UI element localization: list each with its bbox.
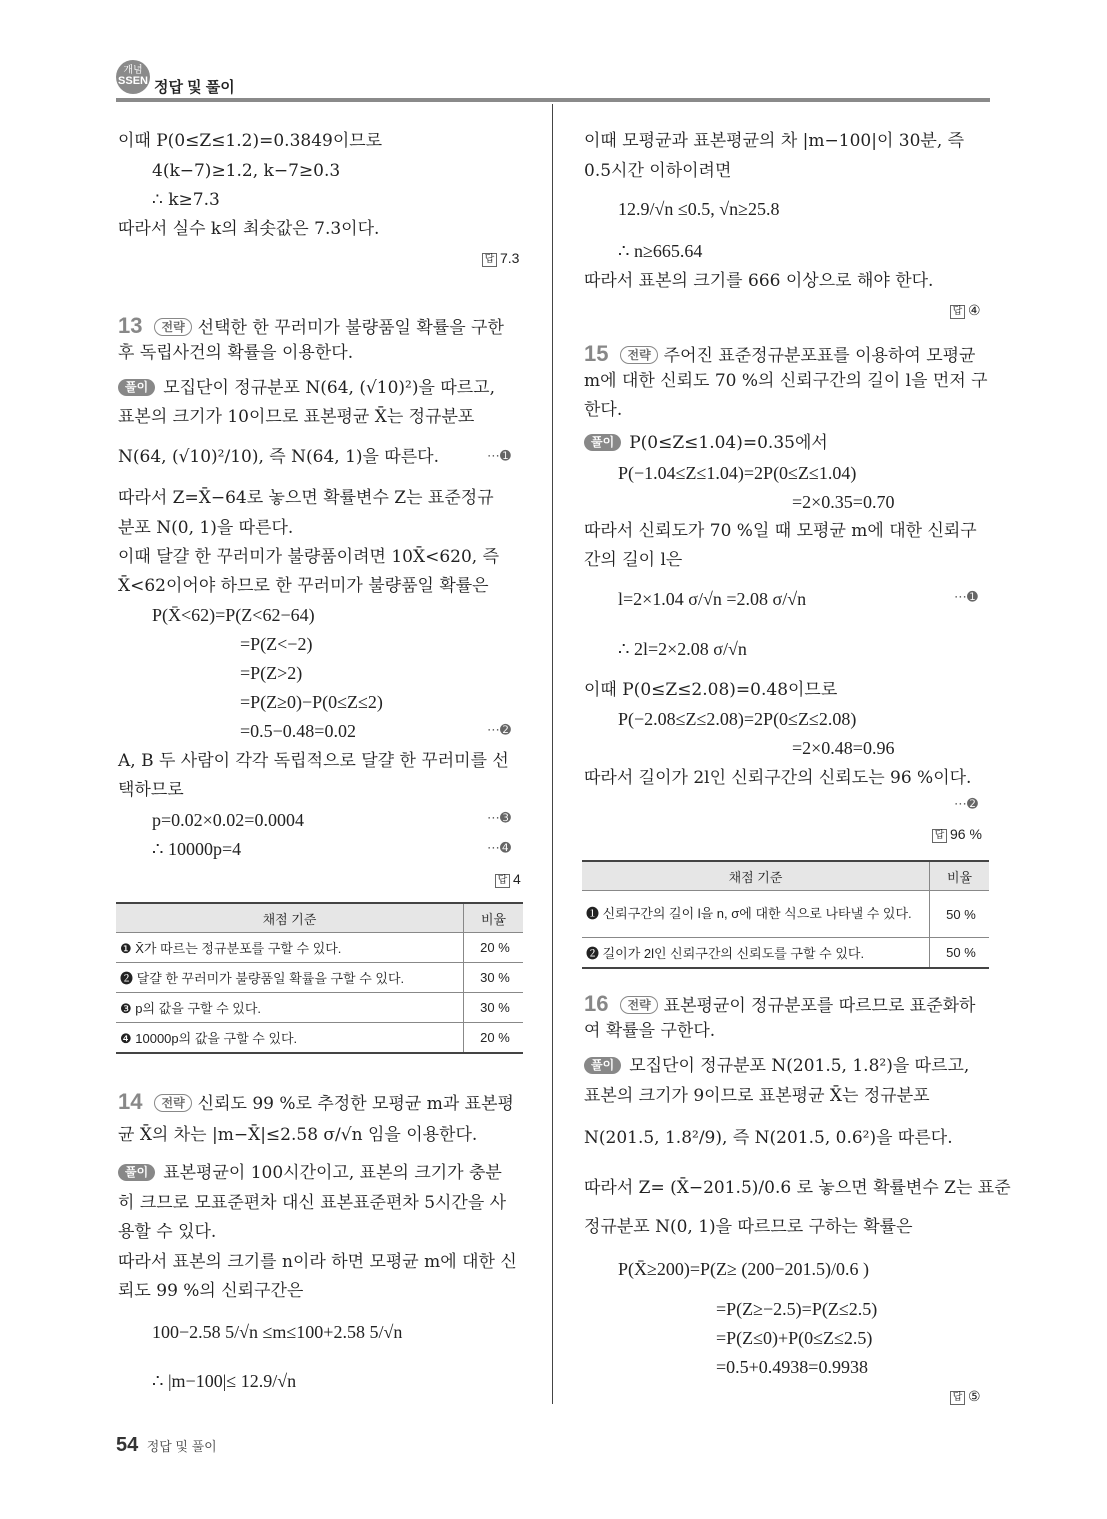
q16-line-4: 따라서 Z= (X̄−201.5)/0.6 로 놓으면 확률변수 Z는 표준 — [584, 1178, 1011, 1198]
q13-solution-line-1 — [118, 377, 495, 399]
q13-line-16: ∴ 10000p=4 — [152, 839, 242, 859]
q14-strategy — [118, 1089, 514, 1117]
page-header-title: 정답 및 풀이 — [154, 79, 235, 96]
q14-number: 14 — [118, 1089, 143, 1114]
q15-solution-tag: 풀이 — [584, 434, 621, 451]
q14-line-6: 100−2.58 5/√n ≤m≤100+2.58 5/√n — [152, 1322, 403, 1342]
q13-line-4: 따라서 Z=X̄−64로 놓으면 확률변수 Z는 표준정규 — [118, 488, 494, 508]
q15-line-5: 간의 길이 l은 — [584, 550, 683, 570]
q16-line-6: P(X̄≥200)=P(Z≥ (200−201.5)/0.6 ) — [618, 1259, 870, 1279]
q13-line-text: 모집단이 정규분포 N(64, (√10)²)을 따르고, — [163, 378, 495, 398]
series-logo — [116, 60, 150, 94]
table-row — [116, 963, 523, 993]
table-cell: ❷ 길이가 2l인 신뢰구간의 신뢰도를 구할 수 있다. — [582, 938, 930, 969]
q16-line-3: N(201.5, 1.8²/9), 즉 N(201.5, 0.6²)을 따른다. — [584, 1128, 953, 1148]
cont-answer: ④ — [968, 302, 981, 318]
q15-mark-1: ⋯➊ — [954, 590, 978, 605]
q15-number: 15 — [584, 341, 609, 366]
q13-mark-3: ⋯➌ — [487, 811, 511, 826]
table-cell: ❷ 달걀 한 꾸러미가 불량품일 확률을 구할 수 있다. — [116, 963, 464, 993]
q13-line-5: 분포 N(0, 1)을 따른다. — [118, 518, 294, 538]
q16-line-8: =P(Z≤0)+P(0≤Z≤2.5) — [716, 1328, 873, 1348]
table-cell: 30 % — [464, 993, 524, 1023]
intro-answer: 7.3 — [500, 250, 520, 266]
q15-grading-table — [582, 860, 989, 969]
q14-line-5: 뢰도 99 %의 신뢰구간은 — [118, 1281, 304, 1301]
cont-line-2: 0.5시간 이하이려면 — [584, 161, 732, 181]
q16-strategy-text-2: 여 확률을 구한다. — [584, 1021, 716, 1041]
q13-line-15: p=0.02×0.02=0.0004 — [152, 810, 304, 830]
footer-title: 정답 및 풀이 — [146, 1439, 217, 1454]
q13-answer-badge — [495, 871, 521, 888]
q16-solution-tag: 풀이 — [584, 1057, 621, 1074]
q16-strategy-text-1: 표본평균이 정규분포를 따르므로 표준화하 — [663, 996, 976, 1016]
table-cell: ❸ p의 값을 구할 수 있다. — [116, 993, 464, 1023]
q13-line-9: =P(Z<−2) — [240, 634, 313, 654]
answer-badge — [482, 250, 519, 267]
q15-strategy — [584, 341, 975, 369]
answer-icon: 답 — [932, 829, 947, 843]
cont-line-4: ∴ n≥665.64 — [618, 241, 703, 261]
q15-strategy-text-3: 한다. — [584, 400, 623, 420]
q15-line-10: =2×0.48=0.96 — [792, 738, 895, 758]
q13-mark-2: ⋯➋ — [487, 723, 511, 738]
q13-line-3: N(64, (√10)²/10), 즉 N(64, 1)을 따른다. — [118, 447, 440, 467]
q13-line-6: 이때 달걀 한 꾸러미가 불량품이려면 10X̄<620, 즉 — [118, 547, 500, 567]
q14-line-3: 용할 수 있다. — [118, 1222, 217, 1242]
intro-line-4: 따라서 실수 k의 최솟값은 7.3이다. — [118, 219, 380, 239]
q13-strategy-text-1: 선택한 한 꾸러미가 불량품일 확률을 구한 — [197, 318, 504, 338]
q16-number: 16 — [584, 991, 609, 1016]
q14-line-2: 히 크므로 모표준편차 대신 표본표준편차 5시간을 사 — [118, 1193, 507, 1213]
q15-mark-2: ⋯➋ — [954, 797, 978, 812]
intro-line-3: ∴ k≥7.3 — [152, 190, 220, 210]
q14-solution-tag: 풀이 — [118, 1164, 155, 1181]
q15-line-6: l=2×1.04 σ/√n =2.08 σ/√n — [618, 589, 807, 609]
table-cell: ❹ 10000p의 값을 구할 수 있다. — [116, 1023, 464, 1054]
q14-strategy-text-2: 균 X̄의 차는 |m−X̄|≤2.58 σ/√n 임을 이용한다. — [118, 1125, 478, 1145]
q13-line-7: X̄<62이어야 하므로 한 꾸러미가 불량품일 확률은 — [118, 576, 489, 596]
table-cell: 20 % — [464, 933, 524, 963]
q16-answer: ⑤ — [968, 1388, 981, 1404]
q13-mark-4: ⋯➍ — [487, 841, 511, 856]
q15-strategy-text-1: 주어진 표준정규분포표를 이용하여 모평균 — [663, 346, 976, 366]
answer-icon: 답 — [950, 305, 965, 319]
q15-solution-line-1 — [584, 432, 828, 454]
q15-line-8: 이때 P(0≤Z≤2.08)=0.48이므로 — [584, 680, 838, 700]
q15-line-3: =2×0.35=0.70 — [792, 492, 895, 512]
q14-line-7: ∴ |m−100|≤ 12.9/√n — [152, 1371, 297, 1391]
table-cell: ❶ 신뢰구간의 길이 l을 n, σ에 대한 식으로 나타낼 수 있다. — [582, 891, 930, 938]
intro-line-1: 이때 P(0≤Z≤1.2)=0.3849이므로 — [118, 131, 383, 151]
q13-line-11: =P(Z≥0)−P(0≤Z≤2) — [240, 692, 383, 712]
table-header: 비율 — [464, 903, 524, 933]
q13-line-14: 택하므로 — [118, 780, 184, 800]
q15-answer: 96 % — [950, 826, 982, 842]
cont-answer-badge — [950, 302, 981, 319]
q16-line-5: 정규분포 N(0, 1)을 따르므로 구하는 확률은 — [584, 1217, 913, 1237]
q16-strategy-tag: 전략 — [620, 996, 657, 1014]
q14-strategy-tag: 전략 — [154, 1094, 191, 1112]
table-header: 채점 기준 — [582, 861, 930, 891]
table-row — [116, 933, 523, 963]
column-divider — [552, 104, 553, 1404]
table-header: 비율 — [930, 861, 990, 891]
q13-line-10: =P(Z>2) — [240, 663, 303, 683]
table-row — [582, 891, 989, 938]
q16-line-2: 표본의 크기가 9이므로 표본평균 X̄는 정규분포 — [584, 1086, 930, 1106]
q15-line-text: P(0≤Z≤1.04)=0.35에서 — [629, 433, 828, 453]
q15-line-2: P(−1.04≤Z≤1.04)=2P(0≤Z≤1.04) — [618, 463, 857, 483]
table-cell: ❶ X̄가 따르는 정규분포를 구할 수 있다. — [116, 933, 464, 963]
q15-line-4: 따라서 신뢰도가 70 %일 때 모평균 m에 대한 신뢰구 — [584, 521, 977, 541]
q15-strategy-text-2: m에 대한 신뢰도 70 %의 신뢰구간의 길이 l을 먼저 구 — [584, 371, 988, 391]
table-cell: 50 % — [930, 891, 990, 938]
table-cell: 20 % — [464, 1023, 524, 1054]
logo-top-text: 개념 — [123, 65, 143, 76]
table-row — [582, 938, 989, 969]
table-row — [116, 993, 523, 1023]
answer-icon: 답 — [482, 253, 497, 267]
q13-strategy-text-2: 후 독립사건의 확률을 이용한다. — [118, 343, 354, 363]
answer-icon: 답 — [495, 874, 510, 888]
cont-line-5: 따라서 표본의 크기를 666 이상으로 해야 한다. — [584, 271, 934, 291]
q16-answer-badge — [950, 1388, 981, 1405]
q16-strategy — [584, 991, 975, 1019]
header-rule — [116, 98, 990, 102]
table-header: 채점 기준 — [116, 903, 464, 933]
q13-line-13: A, B 두 사람이 각각 독립적으로 달걀 한 꾸러미를 선 — [118, 751, 509, 771]
table-cell: 50 % — [930, 938, 990, 969]
intro-line-2: 4(k−7)≥1.2, k−7≥0.3 — [152, 161, 341, 181]
q13-mark-1: ⋯➊ — [487, 449, 511, 464]
q15-line-11: 따라서 길이가 2l인 신뢰구간의 신뢰도는 96 %이다. — [584, 768, 972, 788]
q13-number: 13 — [118, 313, 143, 338]
q13-solution-tag: 풀이 — [118, 379, 155, 396]
q16-solution-line-1 — [584, 1055, 969, 1077]
q13-line-12: =0.5−0.48=0.02 — [240, 721, 356, 741]
q14-solution-line-1 — [118, 1162, 502, 1184]
page-footer — [116, 1434, 217, 1457]
q13-strategy-tag: 전략 — [154, 318, 191, 336]
q13-line-2: 표본의 크기가 10이므로 표본평균 X̄는 정규분포 — [118, 407, 475, 427]
q13-grading-table — [116, 902, 523, 1054]
q15-answer-badge — [932, 826, 982, 843]
cont-line-1: 이때 모평균과 표본평균의 차 |m−100|이 30분, 즉 — [584, 131, 965, 151]
q14-line-4: 따라서 표본의 크기를 n이라 하면 모평균 m에 대한 신 — [118, 1252, 517, 1272]
page-number: 54 — [116, 1434, 139, 1456]
q13-answer: 4 — [513, 871, 521, 887]
table-row — [116, 1023, 523, 1054]
q13-line-8: P(X̄<62)=P(Z<62−64) — [152, 605, 315, 625]
q16-line-9: =0.5+0.4938=0.9938 — [716, 1357, 868, 1377]
q15-line-7: ∴ 2l=2×2.08 σ/√n — [618, 639, 747, 659]
q16-line-7: =P(Z≥−2.5)=P(Z≤2.5) — [716, 1299, 878, 1319]
q13-strategy — [118, 313, 504, 341]
q16-line-text: 모집단이 정규분포 N(201.5, 1.8²)을 따르고, — [629, 1056, 970, 1076]
answer-icon: 답 — [950, 1391, 965, 1405]
q14-line-text: 표본평균이 100시간이고, 표본의 크기가 충분 — [163, 1163, 502, 1183]
q15-line-9: P(−2.08≤Z≤2.08)=2P(0≤Z≤2.08) — [618, 709, 857, 729]
table-cell: 30 % — [464, 963, 524, 993]
q14-strategy-text-1: 신뢰도 99 %로 추정한 모평균 m과 표본평 — [197, 1094, 514, 1114]
cont-line-3: 12.9/√n ≤0.5, √n≥25.8 — [618, 199, 780, 219]
logo-bottom-text: SSEN — [118, 75, 148, 87]
q15-strategy-tag: 전략 — [620, 346, 657, 364]
